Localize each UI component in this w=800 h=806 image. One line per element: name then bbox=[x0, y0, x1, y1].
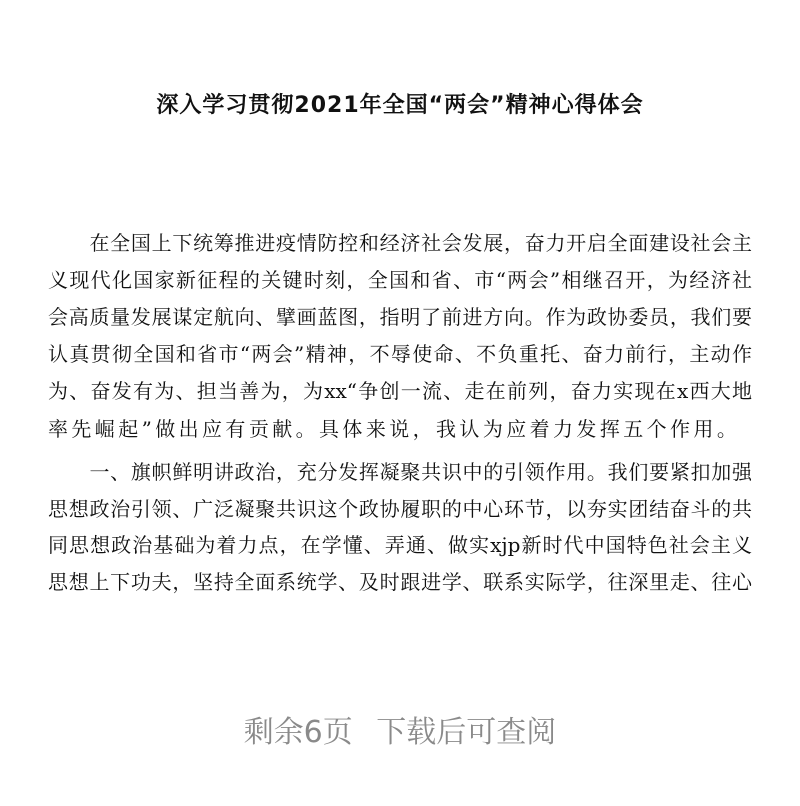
text-line: 会高质量发展谋定航向、擘画蓝图，指明了前进方向。作为政协委员，我们要 bbox=[48, 305, 752, 329]
text-line: 一、旗帜鲜明讲政治，充分发挥凝聚共识中的引领作用。我们要紧扣加强 bbox=[48, 460, 752, 484]
text-line: 认真贯彻全国和省市“两会”精神，不辱使命、不负重托、奋力前行，主动作 bbox=[48, 342, 752, 366]
text-line: 思想上下功夫，坚持全面系统学、及时跟进学、联系实际学，往深里走、往心 bbox=[48, 570, 752, 594]
text-line: 为、奋发有为、担当善为，为xx“争创一流、走在前列，奋力实现在x西大地 bbox=[48, 379, 752, 403]
text-line: 同思想政治基础为着力点，在学懂、弄通、做实xjp新时代中国特色社会主义 bbox=[48, 533, 752, 557]
text-line: 义现代化国家新征程的关键时刻，全国和省、市“两会”相继召开，为经济社 bbox=[48, 268, 752, 292]
text-line: 率先崛起”做出应有贡献。具体来说，我认为应着力发挥五个作用。 bbox=[48, 417, 741, 441]
document-title: 深入学习贯彻2021年全国“两会”精神心得体会 bbox=[156, 93, 644, 118]
text-line: 在全国上下统筹推进疫情防控和经济社会发展，奋力开启全面建设社会主 bbox=[48, 231, 752, 255]
remaining-pages-download-prompt[interactable]: 剩余6页 下载后可查阅 bbox=[243, 715, 557, 750]
text-line: 思想政治引领、广泛凝聚共识这个政协履职的中心环节，以夯实团结奋斗的共 bbox=[48, 497, 752, 521]
